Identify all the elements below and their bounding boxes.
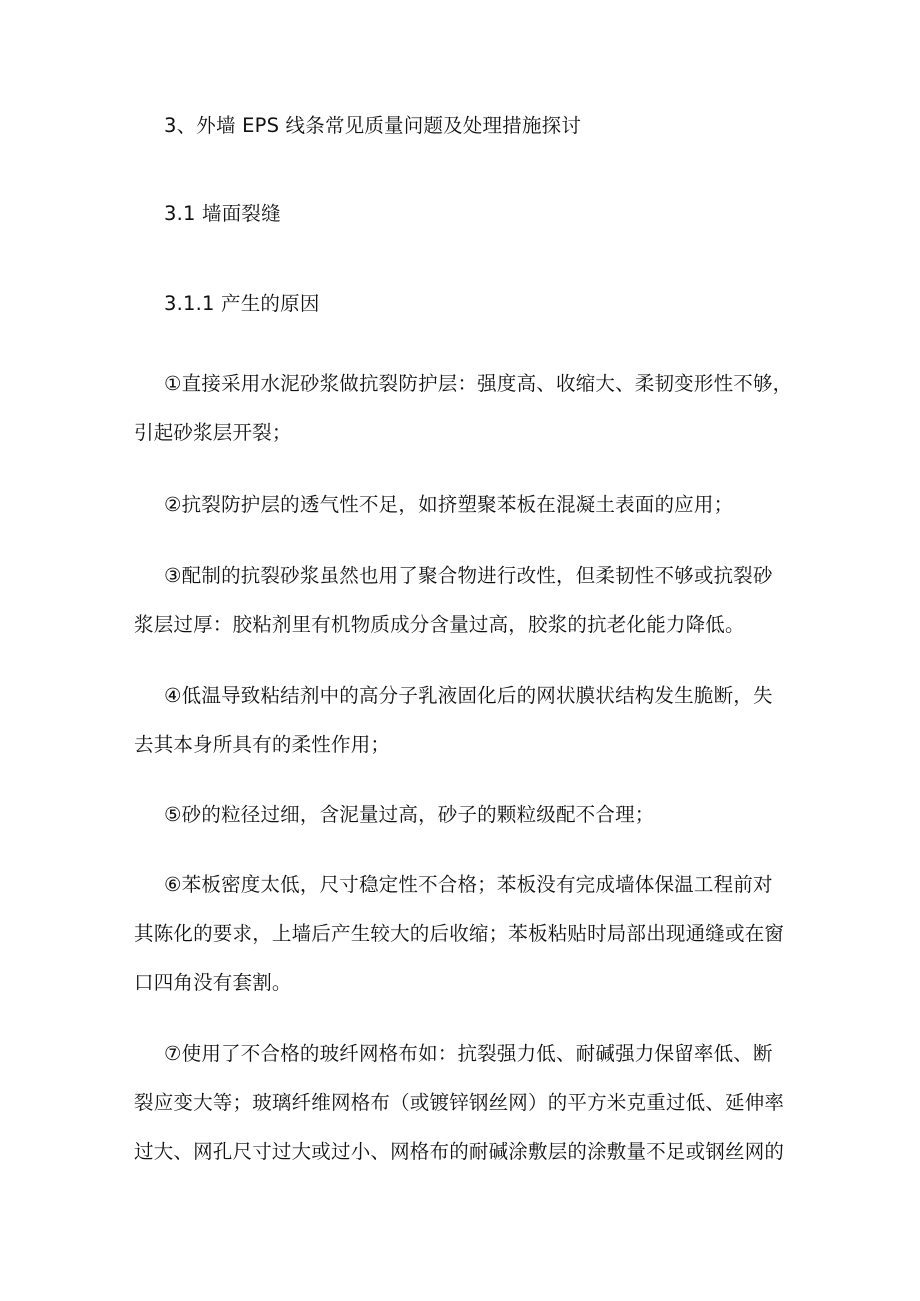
heading-section-3-1-1: 3.1.1 产生的原因	[164, 292, 320, 315]
item-7-line-2: 裂应变大等；玻璃纤维网格布（或镀锌钢丝网）的平方米克重过低、延伸率	[134, 1091, 785, 1114]
item-4-line-2: 去其本身所具有的柔性作用；	[134, 733, 391, 756]
item-7-line-1: ⑦使用了不合格的玻纤网格布如：抗裂强力低、耐碱强力保留率低、断	[164, 1042, 773, 1065]
item-5-line-1: ⑤砂的粒径过细，含泥量过高，砂子的颗粒级配不合理；	[164, 803, 655, 826]
heading-section-3: 3、外墙 EPS 线条常见质量问题及处理措施探讨	[164, 114, 582, 137]
item-1-line-1: ①直接采用水泥砂浆做抗裂防护层：强度高、收缩大、柔韧变形性不够，	[164, 372, 793, 395]
heading-section-3-1: 3.1 墙面裂缝	[164, 202, 281, 225]
item-2-line-1: ②抗裂防护层的透气性不足，如挤塑聚苯板在混凝土表面的应用；	[164, 493, 734, 516]
item-7-line-3: 过大、网孔尺寸过大或过小、网格布的耐碱涂敷层的涂敷量不足或钢丝网的	[134, 1140, 785, 1163]
item-6-line-3: 口四角没有套割。	[134, 971, 292, 994]
item-6-line-2: 其陈化的要求，上墙后产生较大的后收缩；苯板粘贴时局部出现通缝或在窗	[134, 922, 785, 945]
item-3-line-2: 浆层过厚：胶粘剂里有机物质成分含量过高，胶浆的抗老化能力降低。	[134, 613, 745, 636]
item-6-line-1: ⑥苯板密度太低，尺寸稳定性不合格；苯板没有完成墙体保温工程前对	[164, 873, 773, 896]
item-3-line-1: ③配制的抗裂砂浆虽然也用了聚合物进行改性，但柔韧性不够或抗裂砂	[164, 564, 773, 587]
item-1-line-2: 引起砂浆层开裂；	[134, 421, 292, 444]
item-4-line-1: ④低温导致粘结剂中的高分子乳液固化后的网状膜状结构发生脆断，失	[164, 684, 773, 707]
